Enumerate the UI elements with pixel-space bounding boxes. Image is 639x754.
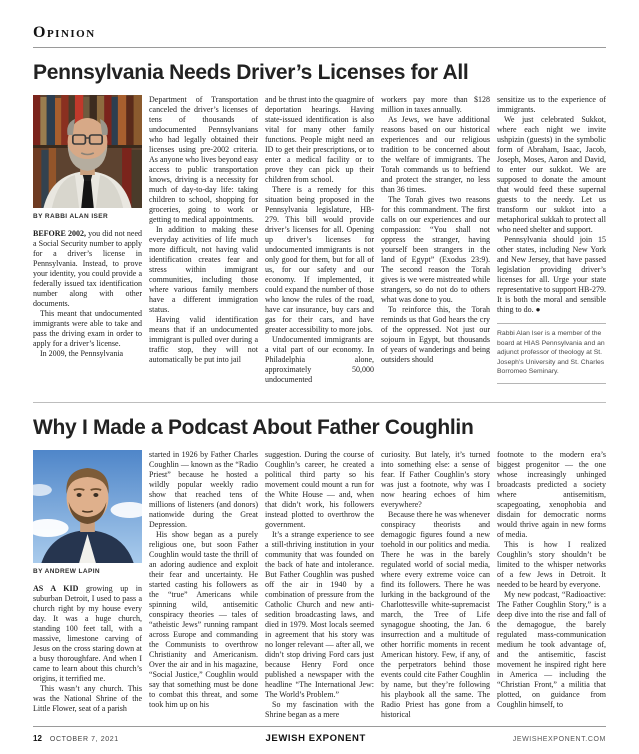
article1-author-bio: Rabbi Alan Iser is a member of the board at HIAS Pennsylvania and an adjunct professor of theology at St. Joseph’s University and St. Charles Borromeo Seminary. (497, 323, 606, 384)
footer-left (33, 734, 119, 743)
paragraph: As Jews, we have additional reasons based on our historical experiences and our religious tradition to be concerned about the welfare of immigrants. The Torah commands us to befriend and protect the stranger, no less than 36 times. (381, 115, 490, 194)
article1-column-3 (265, 95, 374, 398)
paragraph: In 2009, the Pennsylvania (40, 349, 124, 358)
article1-photo (33, 95, 142, 208)
footer-date: OCTOBER 7, 2021 (49, 736, 119, 743)
paragraph: This wasn’t any church. This was the National Shrine of the Little Flower, seat of a parish (33, 684, 142, 713)
paragraph: So my fascination with the Shrine began as a mere (265, 700, 374, 719)
paragraph: Department of Transportation canceled the driver’s licenses of tens of thousands of undocumented Pennsylvanians who had legally obtained their licenses using pre-2002 criteria. As anyone who lives beyond easy access to public transportation knows, driving is a necessity for much of day-to-day life: taking children to school, shopping for groceries, going to work or getting to medical appointments. (149, 95, 258, 224)
article2-column-4 (381, 450, 490, 746)
article1-column-1 (33, 95, 142, 398)
article1-title: Pennsylvania Needs Driver’s Licenses for All (33, 61, 469, 84)
lead-in: BEFORE 2002, (33, 229, 87, 238)
article1-body (33, 95, 606, 398)
footer-website: JEWISHEXPONENT.COM (512, 736, 606, 743)
paragraph: Having valid identification means that if an undocumented immigrant is pulled over during a traffic stop, they will not automatically be put into jail (149, 315, 258, 364)
paragraph: suggestion. During the course of Coughlin’s career, he created a political third party so his movement could mount a run for the White House — and, when that didn’t work, his followers instead plotted to overthrow the government. (265, 450, 374, 529)
article2-column-2 (149, 450, 258, 746)
masthead-rule (33, 47, 606, 48)
paragraph: To reinforce this, the Torah reminds us that God hears the cry of the oppressed. Not just our sojourn in Egypt, but thousands of years of wanderings and being outsiders should (381, 305, 490, 364)
paragraph: My new podcast, “Radioactive: The Father Coughlin Story,” is a deep dive into the rise and fall of the demagogue, the barely regulated mass-communication medium he took advantage of, and the antisemitic, fascist movement he inspired right here in America — including the “Christian Front,” a militia that plotted, on guidance from Coughlin himself, to (497, 590, 606, 709)
paragraph: We just celebrated Sukkot, where each night we invite ushpizin (guests) in the symbolic form of Abraham, Isaac, Jacob, Joseph, Moses, Aaron and David, to enter our sukkot. We are supposed to donate the amount that would feed these supernal guests to the needy. Let us transform our sukkot into a metaphorical sukkah to protect all who need shelter and support. (497, 115, 606, 234)
article1-column-5 (497, 95, 606, 398)
paragraph: and be thrust into the quagmire of deportation hearings. Having state-issued identification is also vital for many other family functions. People might need an ID to get their prescriptions, or to enter a medical facility or to prove they can pick up their children from school. (265, 95, 374, 184)
section-label: Opinion (33, 24, 96, 41)
article2-column-3 (265, 450, 374, 746)
paragraph: The Torah gives two reasons for this commandment. The first calls on our experiences and our compassion: “You shall not oppress the stranger, having yourself been strangers in the land of Egypt” (Exodus 23:9). The second reason the Torah gives is we were mistreated while strangers, so do not do to others what was done to you. (381, 195, 490, 304)
lead-in: AS A KID (33, 584, 79, 593)
article2-column-1 (33, 450, 142, 746)
paragraph: His show began as a purely religious one, but soon Father Coughlin would taste the thrill of an adoring audience and exploit their fear and uncertainty. He started casting his followers as the “true” Americans while spinning wild, antisemitic conspiracy theories — tales of “atheistic Jews” running rampant across Europe and commanding the Communists to overthrow Christianity and Americanism. Over the air and in his magazine, “Social Justice,” Coughlin would say that something must be done to combat this threat, and some took him up on his (149, 530, 258, 709)
paragraph: AS A KID growing up in suburban Detroit, I used to pass a church right by my house every day. It was a huge church, standing 100 feet tall, with a massive, limestone carving of Jesus on the cross staring down at a busy thoroughfare. And when I came to learn about this church’s origins, it terrified me. (33, 584, 142, 683)
article2-photo (33, 450, 142, 563)
paragraph: footnote to the modern era’s biggest progenitor — the one whose increasingly unhinged broadcasts predicted a society where antisemitism, scapegoating, xenophobia and disdain for democratic norms would thrive again in new forms of media. (497, 450, 606, 539)
article1-byline: BY RABBI ALAN ISER (33, 213, 109, 220)
paragraph: This meant that undocumented immigrants were able to take and pass the driving exam in order to apply for a driver’s license. (33, 309, 142, 348)
article1-column-4 (381, 95, 490, 398)
article2-title: Why I Made a Podcast About Father Coughlin (33, 416, 474, 439)
paragraph: This is how I realized Coughlin’s story shouldn’t be limited to the whisper networks of a few Jews in Detroit. It needed to be heard by everyone. (497, 540, 606, 589)
paragraph: curiosity. But lately, it’s turned into something else: a sense of fear. If Father Coughlin’s story was just a footnote, why was I now hearing echoes of him everywhere? (381, 450, 490, 509)
paragraph: In addition to making these everyday activities of life much more difficult, not having valid identification creates fear and stress within immigrant communities, including those where various family members have a different immigration status. (149, 225, 258, 314)
article2-body (33, 450, 606, 746)
paragraph: There is a remedy for this situation being proposed in the Pennsylvania legislature, HB-279. This bill would provide driver’s licenses for all. Opening up driver’s licenses for undocumented immigrants is not only good for them, but for all of us, for our safety and our economy. If implemented, it could expand the number of those who know the rules of the road, have car insurance, buy cars and gas for their cars, and have greater accessibility to more jobs. (265, 185, 374, 334)
paragraph: Because there he was whenever conspiracy theorists and demagogic figures found a new toehold in our politics and media. There he was in the barely regulated world of social media, where every extreme voice can find its followers. There he was lurking in the background of the Charlottesville white-supremacist march, the Tree of Life synagogue shooting, the Jan. 6 insurrection and a multitude of other horrific moments in recent American history. Few, if any, of the perpetrators behind those events could cite Father Coughlin by name, but they’re following his playbook all the same. The Radio Priest has gone from a historical (381, 510, 490, 719)
paragraph: BEFORE 2002, you did not need a Social Security number to apply for a driver’s license in Pennsylvania. Instead, to prove your identity, you could provide a federally issued tax identification number along with other documents. (33, 229, 142, 308)
paragraph: It’s a strange experience to see a still-thriving institution in your community that was founded on the back of hate and intolerance. But Father Coughlin was pushed off the air in 1940 by a combination of pressure from the Catholic Church and new anti-sedition broadcasting laws, and died in 1979. Most locals seemed in agreement that his story was no longer relevant — after all, we didn’t stop driving Ford cars just because Henry Ford once published a newspaper with the headline “The International Jew: The World’s Problem.” (265, 530, 374, 699)
article2-column-5 (497, 450, 606, 746)
article1-column-2 (149, 95, 258, 398)
paragraph: workers pay more than $128 million in taxes annually. (381, 95, 490, 114)
paragraph: Undocumented immigrants are a vital part of our economy. In Philadelphia alone, approximately 50,000 undocumented (265, 335, 374, 384)
paragraph: Pennsylvania should join 15 other states, including New York and New Jersey, that have passed legislation providing driver’s licenses for all. Urge your state representative to support HB-279. It is both the moral and sensible thing to do. ● (497, 235, 606, 314)
paragraph: started in 1926 by Father Charles Coughlin — known as the “Radio Priest” because he hosted a wildly popular weekly radio show that reached tens of millions of listeners (and donors) nationwide during the Great Depression. (149, 450, 258, 529)
paragraph: sensitize us to the experience of immigrants. (497, 95, 606, 114)
footer-publication: JEWISH EXPONENT (265, 733, 366, 744)
article2-byline: BY ANDREW LAPIN (33, 568, 101, 575)
article-divider-rule (33, 402, 606, 403)
page-footer (33, 726, 606, 744)
footer-page-number: 12 (33, 734, 42, 743)
